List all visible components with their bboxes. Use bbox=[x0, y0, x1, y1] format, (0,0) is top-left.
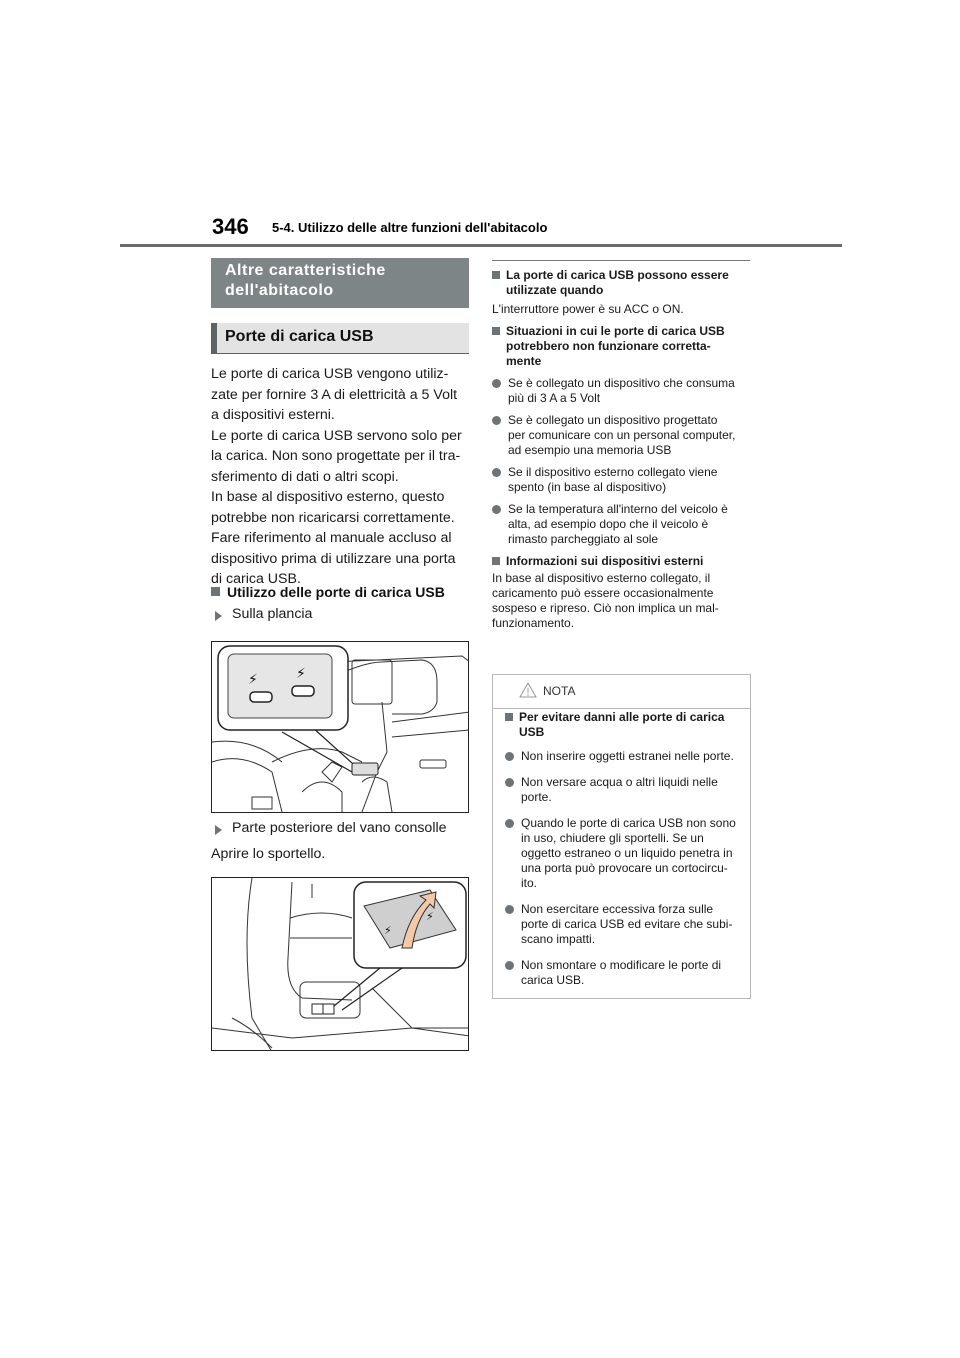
malfunction-section bbox=[492, 324, 750, 547]
list-item: Non versare acqua o altri liquidi nelle porte. bbox=[505, 775, 743, 805]
malfunction-heading-text: Situazioni in cui le porte di carica USB potrebbero non funzionare corretta- mente bbox=[506, 324, 725, 368]
intro-line: zate per fornire 3 A di elettricità a 5 Volt bbox=[211, 386, 458, 403]
external-devices-text: In base al dispositivo esterno collegato, il caricamento può essere occasionalmente sospeso e ripreso. Ciò non implica un mal- funzionamento. bbox=[492, 571, 719, 630]
dashboard-usb-illustration bbox=[211, 641, 469, 813]
square-bullet-icon bbox=[492, 271, 500, 279]
nota-heading: Per evitare danni alle porte di carica USB bbox=[505, 710, 743, 740]
dashboard-label-text: Sulla plancia bbox=[232, 606, 313, 622]
dot-bullet-icon bbox=[492, 468, 501, 477]
intro-line: a dispositivi esterni. bbox=[211, 407, 335, 423]
intro-line: In base al dispositivo esterno, questo bbox=[211, 489, 445, 505]
intro-line: di carica USB. bbox=[211, 571, 301, 587]
when-usable-heading bbox=[492, 268, 750, 298]
dot-bullet-icon bbox=[492, 505, 501, 514]
subsection-title: Porte di carica USB bbox=[211, 323, 469, 353]
subsection-divider bbox=[211, 353, 469, 354]
list-item: Se la temperatura all'interno del veicolo è alta, ad esempio dopo che il veicolo è rimasto parcheggiato al sole bbox=[492, 502, 750, 547]
when-usable-heading-text: La porte di carica USB possono essere utilizzate quando bbox=[506, 268, 729, 297]
right-column-divider bbox=[492, 260, 750, 261]
nota-label: NOTA bbox=[543, 684, 576, 698]
intro-line: dispositivo prima di utilizzare una porta bbox=[211, 550, 456, 567]
square-bullet-icon bbox=[211, 587, 220, 596]
external-devices-section bbox=[492, 554, 750, 631]
dot-bullet-icon bbox=[492, 379, 501, 388]
page-number: 346 bbox=[212, 214, 249, 239]
dot-bullet-icon bbox=[492, 416, 501, 425]
console-label bbox=[211, 820, 447, 836]
square-bullet-icon bbox=[492, 557, 500, 565]
svg-text:⚡︎: ⚡︎ bbox=[426, 910, 434, 923]
intro-line: sferimento di dati o altri scopi. bbox=[211, 468, 399, 485]
right-column bbox=[492, 268, 750, 638]
intro-line: la carica. Non sono progettate per il tra- bbox=[211, 448, 461, 464]
section-title: 5-4. Utilizzo delle altre funzioni dell'abitacolo bbox=[272, 220, 548, 235]
dashboard-label bbox=[211, 606, 312, 622]
when-usable-section bbox=[492, 268, 750, 317]
header-divider bbox=[120, 244, 842, 247]
chapter-title-line2: dell'abitacolo bbox=[225, 282, 334, 299]
rear-console-drawing bbox=[212, 878, 469, 1051]
intro-line: Fare riferimento al manuale accluso al bbox=[211, 530, 452, 546]
warning-triangle-icon bbox=[519, 681, 537, 699]
dashboard-drawing bbox=[212, 642, 469, 813]
dot-bullet-icon bbox=[505, 752, 514, 761]
chapter-box bbox=[211, 258, 469, 308]
rear-console-usb-illustration bbox=[211, 877, 469, 1051]
malfunction-heading bbox=[492, 324, 750, 369]
dot-bullet-icon bbox=[505, 778, 514, 787]
list-item: Non esercitare eccessiva forza sulle porte di carica USB ed evitare che subi- scano impatti. bbox=[505, 902, 743, 947]
list-item: Se è collegato un dispositivo che consuma più di 3 A a 5 Volt bbox=[492, 376, 750, 406]
nota-header bbox=[493, 675, 750, 709]
intro-line: potrebbe non ricaricarsi correttamente. bbox=[211, 509, 455, 526]
triangle-bullet-icon bbox=[215, 611, 222, 621]
svg-text:⚡︎: ⚡︎ bbox=[384, 924, 392, 937]
intro-line: Le porte di carica USB vengono utiliz- bbox=[211, 366, 449, 382]
square-bullet-icon bbox=[505, 713, 513, 721]
open-instruction: Aprire lo sportello. bbox=[211, 846, 326, 862]
dot-bullet-icon bbox=[505, 819, 514, 828]
when-usable-text: L'interruttore power è su ACC o ON. bbox=[492, 302, 684, 316]
intro-line: Le porte di carica USB servono solo per bbox=[211, 427, 462, 444]
list-item: Quando le porte di carica USB non sono in uso, chiudere gli sportelli. Se un oggetto estraneo o un liquido penetra in una porta può provocare un cortocircu- ito. bbox=[505, 816, 743, 891]
console-label-text: Parte posteriore del vano consolle bbox=[232, 820, 447, 836]
list-item: Non inserire oggetti estranei nelle porte. bbox=[505, 749, 743, 764]
nota-body bbox=[505, 710, 743, 995]
list-item: Se è collegato un dispositivo progettato per comunicare con un personal computer, ad esempio una memoria USB bbox=[492, 413, 750, 458]
triangle-bullet-icon bbox=[215, 825, 222, 835]
list-item: Non smontare o modificare le porte di carica USB. bbox=[505, 958, 743, 988]
usage-heading-text: Utilizzo delle porte di carica USB bbox=[227, 584, 445, 600]
list-item: Se il dispositivo esterno collegato viene spento (in base al dispositivo) bbox=[492, 465, 750, 495]
nota-box bbox=[492, 674, 751, 999]
svg-text:⚡︎: ⚡︎ bbox=[296, 666, 306, 682]
external-devices-heading-text: Informazioni sui dispositivi esterni bbox=[506, 554, 704, 568]
usage-heading bbox=[211, 582, 469, 603]
dot-bullet-icon bbox=[505, 905, 514, 914]
svg-text:⚡︎: ⚡︎ bbox=[248, 672, 258, 688]
chapter-title-line1: Altre caratteristiche bbox=[225, 262, 386, 279]
dot-bullet-icon bbox=[505, 961, 514, 970]
external-devices-heading bbox=[492, 554, 750, 569]
square-bullet-icon bbox=[492, 327, 500, 335]
intro-text bbox=[211, 364, 469, 590]
